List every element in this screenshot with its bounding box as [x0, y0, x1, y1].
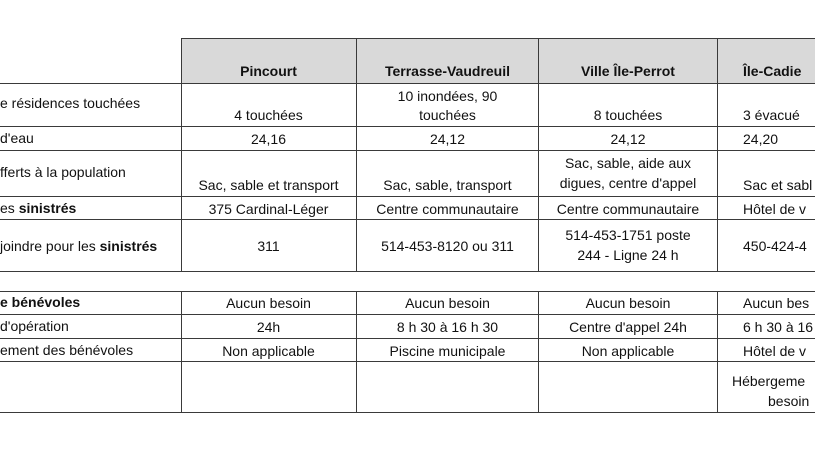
cell-offerts-ileperrot-l1: Sac, sable, aide aux — [564, 155, 692, 171]
row-label-sinistres — [0, 199, 76, 217]
rule — [0, 291, 815, 292]
cell-hebergement-ilecadieux: Hôtel de v — [743, 343, 807, 359]
row-label-text: es — [0, 200, 19, 216]
cell-joindre-terrasse: 514-453-8120 ou 311 — [381, 238, 514, 254]
rule — [0, 271, 815, 272]
row-label-operation: d'opération — [0, 318, 69, 334]
cell-joindre-ilecadieux: 450-424-4 — [743, 238, 807, 254]
cell-offerts-terrasse: Sac, sable, transport — [383, 177, 512, 193]
rule — [0, 196, 815, 197]
cell-benevoles-terrasse: Aucun besoin — [405, 295, 490, 311]
cell-operation-pincourt: 24h — [256, 319, 281, 335]
cell-benevoles-ileperrot: Aucun besoin — [585, 295, 671, 311]
header-pincourt: Pincourt — [240, 63, 297, 79]
row-label-services-offerts: fferts à la population — [0, 164, 126, 180]
rule — [0, 412, 815, 413]
cell-eau-ileperrot: 24,12 — [610, 131, 646, 147]
row-label-residences: e résidences touchées — [0, 95, 141, 111]
cell-operation-ilecadieux: 6 h 30 à 16 — [743, 319, 814, 335]
cell-sinistres-ilecadieux: Hôtel de v — [743, 201, 807, 217]
cell-eau-ilecadieux: 24,20 — [743, 131, 779, 147]
cell-residences-terrasse-l1: 10 inondées, 90 — [397, 88, 498, 104]
cell-extra-ilecadieux-l1: Hébergeme — [732, 373, 806, 389]
rule — [0, 219, 815, 220]
row-label-bold: sinistrés — [99, 238, 158, 254]
rule — [0, 314, 815, 315]
cell-residences-pincourt: 4 touchées — [234, 107, 303, 123]
cell-benevoles-pincourt: Aucun besoin — [226, 295, 311, 311]
cell-residences-ilecadieux: 3 évacué — [743, 107, 800, 123]
cell-operation-ileperrot: Centre d'appel 24h — [569, 319, 687, 335]
cell-hebergement-terrasse: Piscine municipale — [389, 343, 506, 359]
cell-offerts-pincourt: Sac, sable et transport — [198, 177, 339, 193]
cell-sinistres-pincourt: 375 Cardinal-Léger — [208, 201, 329, 217]
cell-joindre-ileperrot-l1: 514-453-1751 poste — [565, 227, 691, 243]
row-label-bold: sinistrés — [18, 200, 77, 216]
cell-residences-ileperrot: 8 touchées — [593, 107, 663, 123]
header-terrasse-vaudreuil: Terrasse-Vaudreuil — [384, 63, 511, 79]
row-label-benevoles: e bénévoles — [0, 294, 81, 310]
row-label-joindre — [0, 237, 157, 255]
cell-residences-terrasse-l2: touchées — [419, 107, 476, 123]
row-label-eau: d'eau — [0, 130, 34, 146]
cell-extra-ilecadieux-l2: besoin — [768, 393, 810, 409]
cell-benevoles-ilecadieux: Aucun bes — [743, 295, 810, 311]
header-ville-ile-perrot: Ville Île-Perrot — [581, 63, 675, 79]
cell-sinistres-terrasse: Centre communautaire — [376, 201, 519, 217]
cell-offerts-ilecadieux: Sac et sabl — [743, 177, 813, 193]
cell-eau-terrasse: 24,12 — [429, 131, 466, 147]
cell-offerts-ileperrot-l2: digues, centre d'appel — [559, 175, 697, 191]
cell-joindre-ileperrot-l2: 244 - Ligne 24 h — [577, 247, 679, 263]
row-label-text: joindre pour les — [0, 238, 100, 254]
cell-sinistres-ileperrot: Centre communautaire — [556, 201, 700, 217]
rule — [0, 338, 815, 339]
cell-operation-terrasse: 8 h 30 à 16 h 30 — [396, 319, 499, 335]
rule — [0, 150, 815, 151]
header-ile-cadieux: Île-Cadie — [743, 63, 802, 79]
rule — [0, 361, 815, 362]
cell-hebergement-pincourt: Non applicable — [222, 343, 315, 359]
cell-joindre-pincourt: 311 — [257, 238, 280, 254]
cell-eau-pincourt: 24,16 — [250, 131, 287, 147]
rule — [0, 83, 815, 84]
row-label-hebergement: ement des bénévoles — [0, 342, 134, 358]
rule — [0, 126, 815, 127]
cell-hebergement-ileperrot: Non applicable — [581, 343, 675, 359]
rule — [181, 38, 815, 39]
